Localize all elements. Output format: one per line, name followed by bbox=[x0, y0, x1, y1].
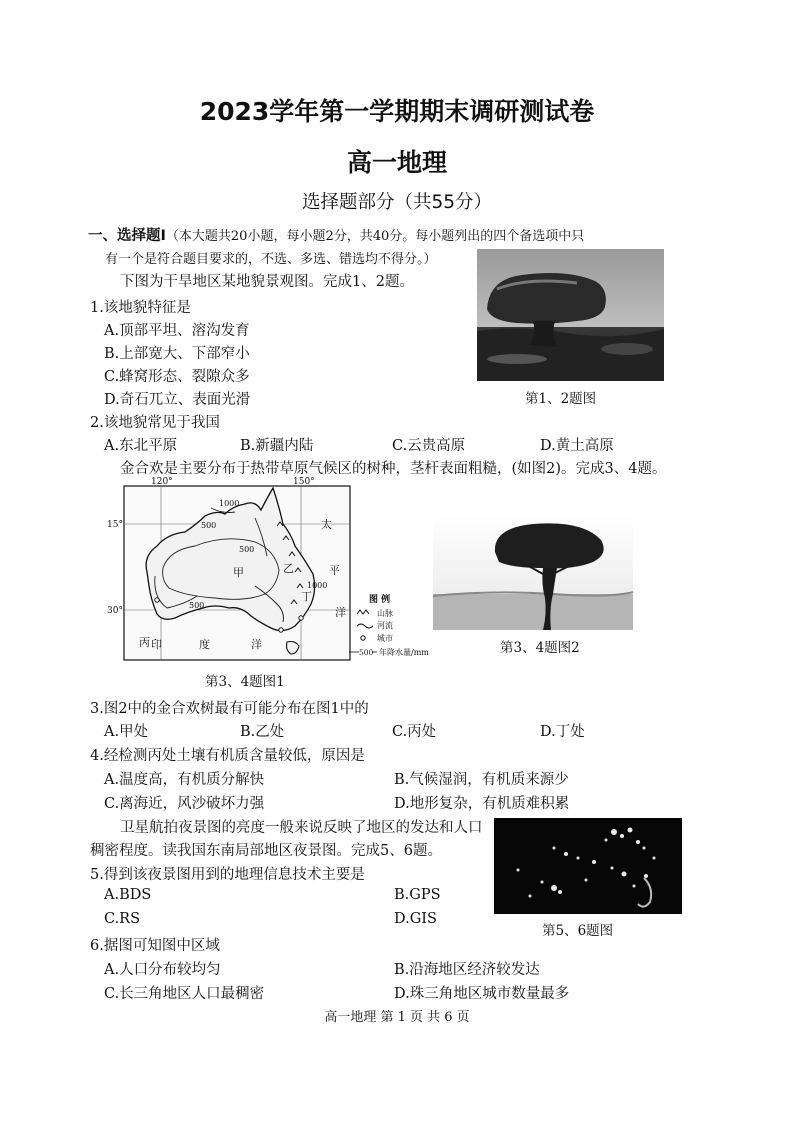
legend-precip: 年降水量/mm bbox=[379, 648, 429, 657]
q4-option-a: A.温度高，有机质分解快 bbox=[104, 772, 265, 788]
ocean-label: 太 bbox=[321, 518, 332, 531]
night-satellite-photo bbox=[494, 818, 682, 914]
q1-option-a: A.顶部平坦、溶沟发育 bbox=[104, 323, 250, 339]
intro-q1-q2: 下图为干旱地区某地貌景观图。完成1、2题。 bbox=[120, 274, 414, 290]
acacia-tree-photo bbox=[433, 514, 633, 630]
page-footer: 高一地理 第 1 页 共 6 页 bbox=[324, 1010, 470, 1025]
mushroom-rock-image bbox=[477, 249, 664, 381]
fig-q1-q2-caption: 第1、2题图 bbox=[525, 391, 597, 407]
section-heading: 一、选择题Ⅰ bbox=[88, 228, 166, 244]
q2-option-a: A.东北平原 bbox=[104, 438, 178, 454]
fig-q3-q4-1-caption: 第3、4题图1 bbox=[205, 674, 285, 690]
isoline-value: 1000 bbox=[219, 499, 240, 508]
isoline-value: 500 bbox=[201, 521, 217, 530]
q5-option-c: C.RS bbox=[104, 911, 141, 927]
section-instruction-line2: 有一个是符合题目要求的，不选、多选、错选均不得分。） bbox=[105, 252, 437, 267]
australia-map bbox=[105, 476, 435, 666]
q2-option-b: B.新疆内陆 bbox=[240, 438, 314, 454]
mushroom-rock-photo bbox=[477, 249, 664, 381]
legend-title: 图 例 bbox=[369, 595, 391, 605]
isoline-value: 500 bbox=[239, 545, 255, 554]
q3-stem: 3.图2中的金合欢树最有可能分布在图1中的 bbox=[90, 701, 369, 717]
section-instruction-line1: （本大题共20小题，每小题2分，共40分。每小题列出的四个备选项中只 bbox=[165, 229, 585, 244]
ocean-label: 洋 bbox=[251, 638, 262, 651]
q5-stem: 5.得到该夜景图用到的地理信息技术主要是 bbox=[90, 867, 365, 883]
subject-title: 高一地理 bbox=[346, 148, 447, 177]
q6-stem: 6.据图可知图中区域 bbox=[90, 938, 220, 954]
lon-label-120: 120° bbox=[151, 477, 173, 487]
section-instruction bbox=[88, 224, 584, 245]
q6-option-d: D.珠三角地区城市数量最多 bbox=[394, 986, 570, 1002]
intro-q3-q4: 金合欢是主要分布于热带草原气候区的树种，茎杆表面粗糙，(如图2)。完成3、4题。 bbox=[120, 461, 667, 477]
acacia-tree-image bbox=[433, 514, 633, 630]
legend-river-symbol bbox=[357, 624, 373, 628]
region-label-jia: 甲 bbox=[233, 566, 244, 579]
region-label-ding: 丁 bbox=[301, 590, 312, 603]
q4-stem: 4.经检测丙处土壤有机质含量较低，原因是 bbox=[90, 748, 365, 764]
legend-city-symbol bbox=[361, 636, 365, 640]
australia-map-figure bbox=[105, 476, 435, 666]
lat-label-30: 30° bbox=[107, 606, 123, 616]
q4-option-b: B.气候湿润，有机质来源少 bbox=[394, 772, 569, 788]
legend-mountain-symbol bbox=[357, 610, 369, 614]
q3-option-c: C.丙处 bbox=[392, 724, 437, 740]
q4-option-d: D.地形复杂，有机质难积累 bbox=[394, 796, 570, 812]
night-satellite-image bbox=[494, 818, 682, 914]
q5-option-d: D.GIS bbox=[394, 911, 437, 927]
q1-option-d: D.奇石兀立、表面光滑 bbox=[104, 392, 251, 408]
ocean-label: 洋 bbox=[335, 606, 346, 619]
q1-stem: 1.该地貌特征是 bbox=[90, 300, 191, 316]
intro-q5-q6-line2: 稠密程度。读我国东南局部地区夜景图。完成5、6题。 bbox=[90, 843, 442, 859]
q3-option-d: D.丁处 bbox=[540, 724, 585, 740]
region-label-bing: 丙 bbox=[139, 636, 150, 649]
intro-q5-q6-line1: 卫星航拍夜景图的亮度一般来说反映了地区的发达和人口 bbox=[120, 820, 483, 836]
part-title: 选择题部分（共55分） bbox=[301, 192, 493, 213]
isoline-value: 500 bbox=[189, 601, 205, 610]
isoline-value: 1000 bbox=[307, 581, 328, 590]
q3-option-b: B.乙处 bbox=[240, 724, 285, 740]
ocean-label: 印 bbox=[151, 638, 162, 651]
region-label-yi: 乙 bbox=[283, 562, 294, 575]
q2-stem: 2.该地貌常见于我国 bbox=[90, 415, 220, 431]
q5-option-a: A.BDS bbox=[104, 887, 152, 903]
ocean-label: 度 bbox=[199, 638, 210, 651]
fig-q5-q6-caption: 第5、6题图 bbox=[542, 923, 614, 939]
q3-option-a: A.甲处 bbox=[104, 724, 149, 740]
legend-mountain: 山脉 bbox=[377, 609, 393, 618]
fig-q3-q4-2-caption: 第3、4题图2 bbox=[500, 640, 580, 656]
legend-river: 河流 bbox=[377, 621, 393, 630]
q6-option-b: B.沿海地区经济较发达 bbox=[394, 962, 540, 978]
lon-label-150: 150° bbox=[293, 477, 315, 487]
ocean-label: 平 bbox=[329, 564, 340, 577]
q4-option-c: C.离海近，风沙破坏力强 bbox=[104, 796, 265, 812]
q2-option-c: C.云贵高原 bbox=[392, 438, 466, 454]
legend-city: 城市 bbox=[377, 634, 393, 643]
q5-option-b: B.GPS bbox=[394, 887, 441, 903]
q6-option-c: C.长三角地区人口最稠密 bbox=[104, 986, 265, 1002]
legend-iso-value: 500 bbox=[359, 648, 374, 657]
q2-option-d: D.黄土高原 bbox=[540, 438, 614, 454]
q1-option-b: B.上部宽大、下部窄小 bbox=[104, 346, 250, 362]
exam-title: 2023学年第一学期期末调研测试卷 bbox=[199, 97, 595, 126]
q6-option-a: A.人口分布较均匀 bbox=[104, 962, 221, 978]
q1-option-c: C.蜂窝形态、裂隙众多 bbox=[104, 369, 250, 385]
lat-label-15: 15° bbox=[107, 520, 123, 530]
